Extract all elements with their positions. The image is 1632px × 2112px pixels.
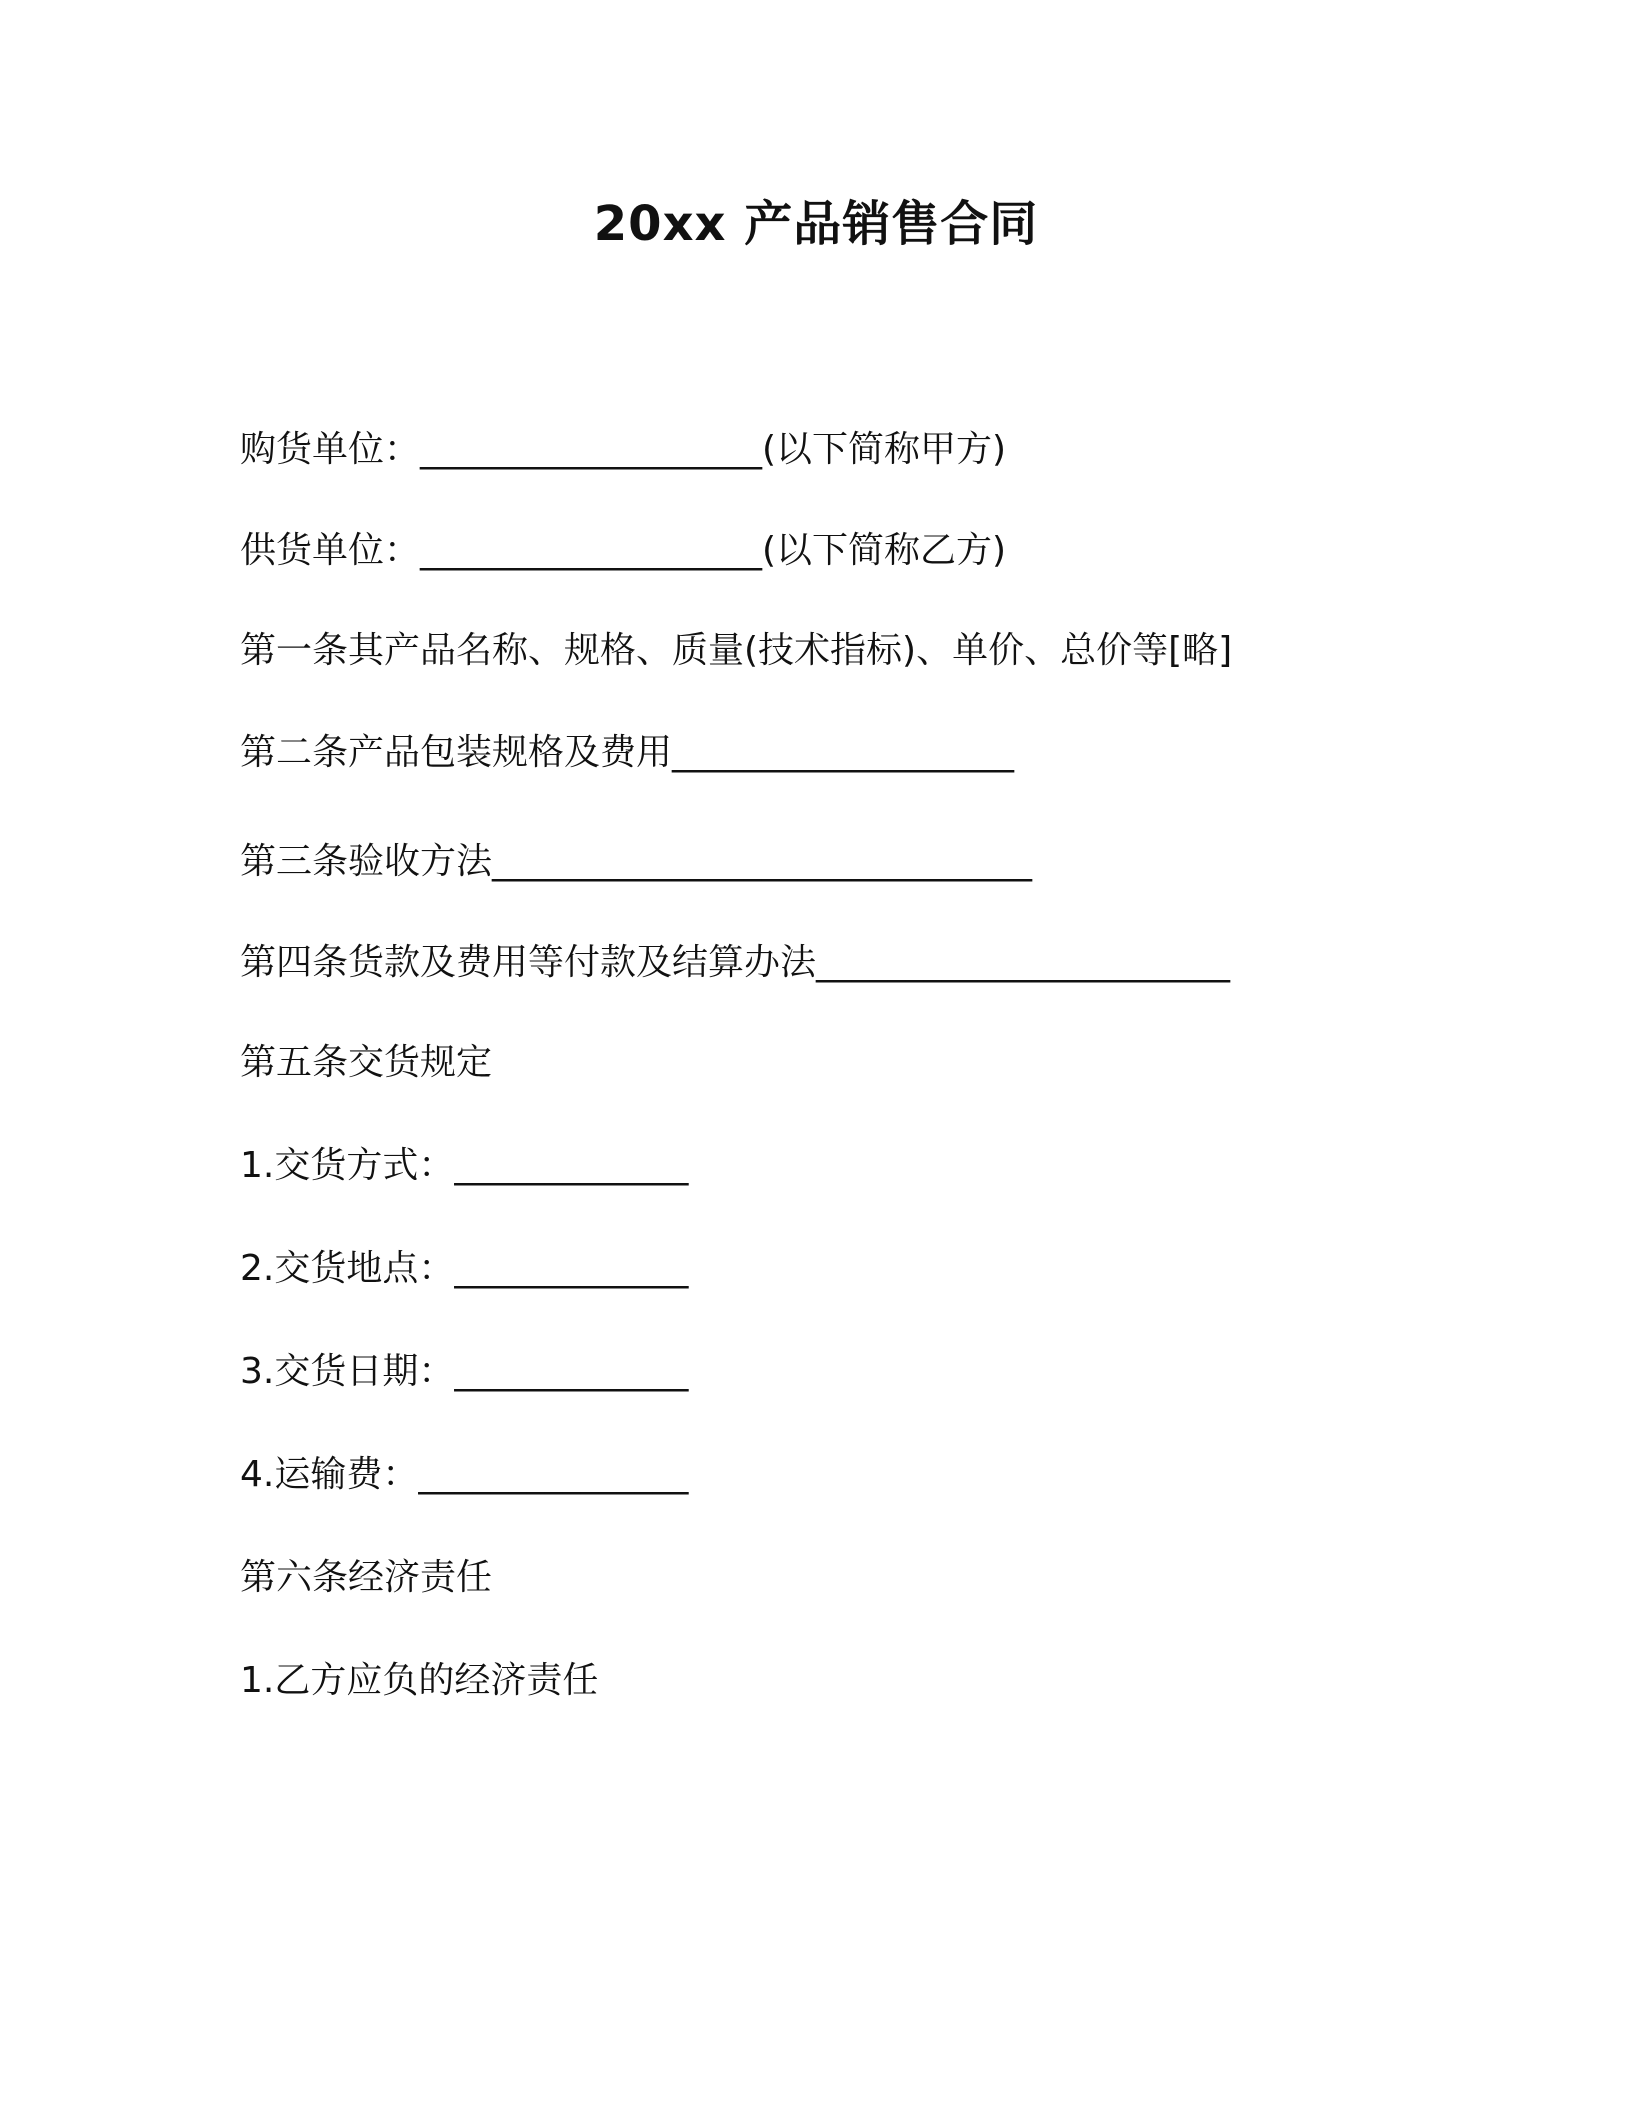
document-title: 20xx 产品销售合同: [593, 196, 1039, 252]
article-3-line: 第三条验收方法______________________________: [240, 841, 1033, 882]
delivery-date-line: 3.交货日期：_____________: [240, 1351, 689, 1392]
buyer-line: 购货单位：___________________(以下简称甲方): [240, 429, 1007, 470]
supplier-line: 供货单位：___________________(以下简称乙方): [240, 530, 1007, 571]
article-6-heading: 第六条经济责任: [240, 1557, 493, 1598]
article-1-line: 第一条其产品名称、规格、质量(技术指标)、单价、总价等[略]: [240, 630, 1233, 671]
article-2-line: 第二条产品包装规格及费用___________________: [240, 732, 1015, 773]
delivery-method-line: 1.交货方式：_____________: [240, 1145, 689, 1186]
delivery-location-line: 2.交货地点：_____________: [240, 1248, 689, 1289]
transport-fee-line: 4.运输费：_______________: [240, 1454, 689, 1495]
article-4-line: 第四条货款及费用等付款及结算办法_______________________: [240, 942, 1231, 983]
article-5-heading: 第五条交货规定: [240, 1042, 493, 1083]
supplier-responsibility-line: 1.乙方应负的经济责任: [240, 1660, 599, 1701]
